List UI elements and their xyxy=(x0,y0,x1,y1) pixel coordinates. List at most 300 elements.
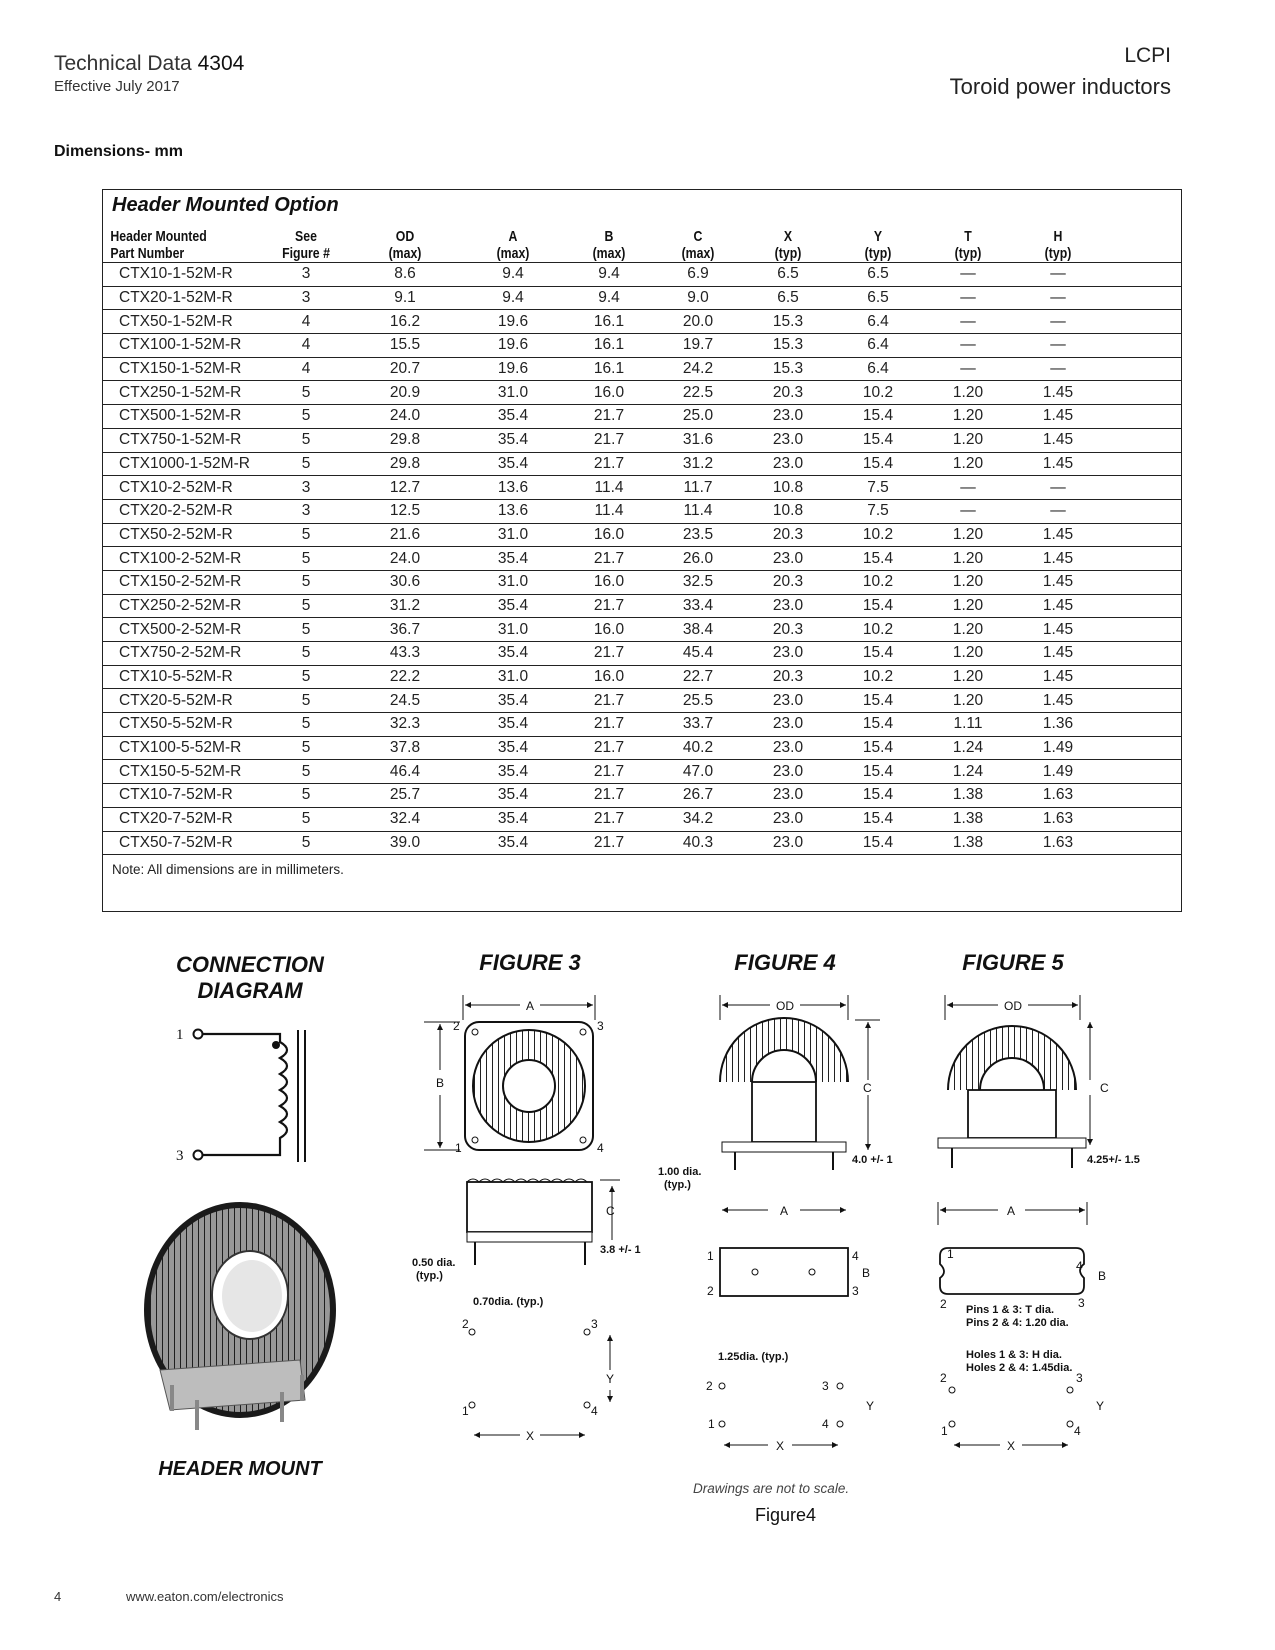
table-cell: 5 xyxy=(263,428,349,452)
table-cell: 1.45 xyxy=(1013,618,1103,642)
table-cell: 15.3 xyxy=(743,310,833,334)
fig4-dim-c: C xyxy=(863,1081,872,1095)
part-number-cell: CTX500-1-52M-R xyxy=(103,405,263,429)
table-cell: 1.20 xyxy=(923,523,1013,547)
table-cell: 1.24 xyxy=(923,760,1013,784)
part-number-cell: CTX20-2-52M-R xyxy=(103,499,263,523)
table-cell: 19.6 xyxy=(461,357,565,381)
table-row xyxy=(103,452,1181,476)
column-header-line2: (max) xyxy=(592,245,626,262)
table-cell: 9.4 xyxy=(461,263,565,287)
table-cell: 40.2 xyxy=(653,736,743,760)
fig3-hole: 0.70dia. (typ.) xyxy=(473,1296,544,1308)
table-cell: 23.0 xyxy=(743,547,833,571)
spacer-cell xyxy=(1103,570,1181,594)
table-cell: 1.45 xyxy=(1013,594,1103,618)
fig3-hole-pin4: 4 xyxy=(591,1404,598,1418)
table-cell: 10.8 xyxy=(743,476,833,500)
fig3-pin2: 2 xyxy=(453,1019,460,1033)
table-cell: 11.4 xyxy=(565,476,653,500)
part-number-cell: CTX250-2-52M-R xyxy=(103,594,263,618)
column-header-line1: OD xyxy=(395,228,415,245)
table-cell: 21.6 xyxy=(349,523,461,547)
table-cell: 1.20 xyxy=(923,452,1013,476)
column-header xyxy=(103,224,234,263)
table-cell: 5 xyxy=(263,523,349,547)
table-cell: 1.45 xyxy=(1013,570,1103,594)
footer-url[interactable]: www.eaton.com/electronics xyxy=(126,1589,284,1604)
table-cell: 1.36 xyxy=(1013,713,1103,737)
table-cell: 16.1 xyxy=(565,334,653,358)
table-cell: 11.7 xyxy=(653,476,743,500)
table-cell: 21.7 xyxy=(565,405,653,429)
table-cell: 43.3 xyxy=(349,642,461,666)
table-cell: 11.4 xyxy=(565,499,653,523)
header-mount-label: HEADER MOUNT xyxy=(158,1458,322,1480)
table-row xyxy=(103,523,1181,547)
table-cell: 35.4 xyxy=(461,807,565,831)
table-cell: 23.0 xyxy=(743,713,833,737)
table-cell: 37.8 xyxy=(349,736,461,760)
table-cell: 15.4 xyxy=(833,831,923,855)
table-cell: 16.0 xyxy=(565,523,653,547)
table-cell: 47.0 xyxy=(653,760,743,784)
part-number-cell: CTX750-1-52M-R xyxy=(103,428,263,452)
table-cell: 33.4 xyxy=(653,594,743,618)
table-cell: 33.7 xyxy=(653,713,743,737)
scale-note: Drawings are not to scale. xyxy=(693,1481,850,1496)
table-cell: 21.7 xyxy=(565,547,653,571)
table-cell: 24.0 xyxy=(349,547,461,571)
table-cell: 1.63 xyxy=(1013,784,1103,808)
table-cell: 36.7 xyxy=(349,618,461,642)
table-cell: 1.20 xyxy=(923,618,1013,642)
effective-date: Effective July 2017 xyxy=(54,78,180,95)
table-row xyxy=(103,263,1181,287)
table-cell: 24.5 xyxy=(349,689,461,713)
part-number-cell: CTX250-1-52M-R xyxy=(103,381,263,405)
table-cell: 5 xyxy=(263,405,349,429)
part-number-cell: CTX10-7-52M-R xyxy=(103,784,263,808)
table-cell: 13.6 xyxy=(461,476,565,500)
fig4-lead-1: 1.00 dia. xyxy=(658,1166,702,1178)
part-number-cell: CTX150-2-52M-R xyxy=(103,570,263,594)
table-cell: 21.7 xyxy=(565,784,653,808)
table-cell: — xyxy=(923,310,1013,334)
table-cell: 16.0 xyxy=(565,570,653,594)
table-row xyxy=(103,594,1181,618)
table-cell: 1.20 xyxy=(923,594,1013,618)
part-number-cell: CTX50-1-52M-R xyxy=(103,310,263,334)
spacer-cell xyxy=(1103,807,1181,831)
table-cell: 20.9 xyxy=(349,381,461,405)
fig5-pins-b: Pins 2 & 4: 1.20 dia. xyxy=(966,1317,1069,1329)
spacer-cell xyxy=(1103,689,1181,713)
table-cell: 35.4 xyxy=(461,713,565,737)
fig4-dim-y: Y xyxy=(866,1399,875,1413)
table-cell: 20.3 xyxy=(743,665,833,689)
table-cell: 20.0 xyxy=(653,310,743,334)
table-cell: 21.7 xyxy=(565,831,653,855)
table-cell: 6.5 xyxy=(743,263,833,287)
table-cell: 9.0 xyxy=(653,286,743,310)
table-cell: 35.4 xyxy=(461,642,565,666)
table-cell: 26.0 xyxy=(653,547,743,571)
table-cell: 25.0 xyxy=(653,405,743,429)
table-cell: — xyxy=(1013,476,1103,500)
table-cell: 10.2 xyxy=(833,523,923,547)
table-cell: 1.49 xyxy=(1013,736,1103,760)
table-cell: — xyxy=(1013,334,1103,358)
fig5-hole-pin1: 1 xyxy=(941,1424,948,1438)
spacer-cell xyxy=(1103,381,1181,405)
table-row xyxy=(103,713,1181,737)
fig4-pin3: 3 xyxy=(852,1284,859,1298)
table-cell: 9.4 xyxy=(565,286,653,310)
table-cell: 1.45 xyxy=(1013,547,1103,571)
table-cell: 31.2 xyxy=(349,594,461,618)
table-cell: 5 xyxy=(263,665,349,689)
figure3-title: FIGURE 3 xyxy=(479,950,581,975)
table-cell: 16.2 xyxy=(349,310,461,334)
fig4-hole-pin1: 1 xyxy=(708,1417,715,1431)
table-cell: 10.2 xyxy=(833,570,923,594)
column-header-line2: (max) xyxy=(388,245,422,262)
table-cell: 15.4 xyxy=(833,713,923,737)
fig3-dim-b: B xyxy=(436,1076,445,1090)
spacer-cell xyxy=(1103,334,1181,358)
table-cell: 20.3 xyxy=(743,570,833,594)
table-row xyxy=(103,334,1181,358)
table-cell: 32.5 xyxy=(653,570,743,594)
table-row xyxy=(103,618,1181,642)
column-header xyxy=(751,224,825,263)
table-cell: 5 xyxy=(263,547,349,571)
table-row xyxy=(103,357,1181,381)
table-cell: 1.38 xyxy=(923,784,1013,808)
table-cell: 35.4 xyxy=(461,594,565,618)
fig4-pin4: 4 xyxy=(852,1249,859,1263)
table-row xyxy=(103,286,1181,310)
table-cell: 16.1 xyxy=(565,357,653,381)
fig5-dim-c: C xyxy=(1100,1081,1109,1095)
table-cell: 19.6 xyxy=(461,310,565,334)
column-header-line1: X xyxy=(783,228,793,245)
column-header xyxy=(470,224,555,263)
table-cell: 1.63 xyxy=(1013,807,1103,831)
page-number: 4 xyxy=(54,1589,62,1604)
table-cell: 5 xyxy=(263,807,349,831)
table-cell: 15.4 xyxy=(833,547,923,571)
fig5-standoff: 4.25+/- 1.5 xyxy=(1087,1154,1140,1166)
table-cell: 15.4 xyxy=(833,405,923,429)
table-cell: 1.20 xyxy=(923,428,1013,452)
table-cell: 23.0 xyxy=(743,784,833,808)
header-mount-photo xyxy=(144,1202,336,1480)
part-number-cell: CTX20-5-52M-R xyxy=(103,689,263,713)
table-cell: 21.7 xyxy=(565,736,653,760)
column-header-line2: (typ) xyxy=(864,245,892,262)
fig5-pin4: 4 xyxy=(1076,1259,1083,1273)
table-row xyxy=(103,784,1181,808)
fig4-hole: 1.25dia. (typ.) xyxy=(718,1351,789,1363)
table-cell: 3 xyxy=(263,476,349,500)
table-cell: 31.0 xyxy=(461,523,565,547)
table-cell: 1.45 xyxy=(1013,428,1103,452)
table-cell: 8.6 xyxy=(349,263,461,287)
part-number-cell: CTX150-1-52M-R xyxy=(103,357,263,381)
spacer-cell xyxy=(1103,831,1181,855)
table-cell: 19.7 xyxy=(653,334,743,358)
table-cell: 15.4 xyxy=(833,784,923,808)
table-cell: 1.20 xyxy=(923,642,1013,666)
table-body xyxy=(103,263,1181,855)
column-header xyxy=(359,224,451,263)
section-title: Dimensions- mm xyxy=(54,143,183,160)
table-cell: — xyxy=(923,476,1013,500)
table-cell: 12.5 xyxy=(349,499,461,523)
table-cell: 15.4 xyxy=(833,452,923,476)
spacer-cell xyxy=(1103,263,1181,287)
figure-4 xyxy=(658,950,893,1453)
table-cell: 32.4 xyxy=(349,807,461,831)
table-row xyxy=(103,499,1181,523)
table-cell: 13.6 xyxy=(461,499,565,523)
table-cell: 29.8 xyxy=(349,428,461,452)
column-header-line1: H xyxy=(1053,228,1063,245)
fig5-pin2: 2 xyxy=(940,1297,947,1311)
table-cell: 15.4 xyxy=(833,807,923,831)
table-cell: 1.45 xyxy=(1013,405,1103,429)
column-spacer xyxy=(1110,224,1174,263)
table-cell: 39.0 xyxy=(349,831,461,855)
column-header-line2: Part Number xyxy=(110,245,185,262)
spacer-cell xyxy=(1103,357,1181,381)
table-cell: 35.4 xyxy=(461,452,565,476)
table-cell: — xyxy=(1013,263,1103,287)
table-cell: 5 xyxy=(263,452,349,476)
product-code: LCPI xyxy=(1124,44,1171,67)
fig5-pin3: 3 xyxy=(1078,1296,1085,1310)
table-cell: 21.7 xyxy=(565,807,653,831)
table-cell: 21.7 xyxy=(565,760,653,784)
fig4-pin2: 2 xyxy=(707,1284,714,1298)
spacer-cell xyxy=(1103,594,1181,618)
table-cell: 20.3 xyxy=(743,523,833,547)
table-cell: 1.24 xyxy=(923,736,1013,760)
table-cell: 10.2 xyxy=(833,618,923,642)
table-cell: — xyxy=(923,286,1013,310)
table-cell: 5 xyxy=(263,594,349,618)
fig4-pin1: 1 xyxy=(707,1249,714,1263)
table-row xyxy=(103,428,1181,452)
doc-label: Technical Data xyxy=(54,52,192,75)
column-header-line1: C xyxy=(693,228,703,245)
fig3-standoff: 3.8 +/- 1 xyxy=(600,1244,641,1256)
table-cell: 5 xyxy=(263,784,349,808)
table-cell: 1.20 xyxy=(923,570,1013,594)
table-cell: 1.20 xyxy=(923,547,1013,571)
table-cell: 15.3 xyxy=(743,334,833,358)
table-cell: 5 xyxy=(263,831,349,855)
table-row xyxy=(103,665,1181,689)
table-cell: 23.0 xyxy=(743,428,833,452)
spacer-cell xyxy=(1103,405,1181,429)
fig4-dim-a: A xyxy=(779,1204,789,1218)
table-cell: 6.5 xyxy=(743,286,833,310)
table-cell: 45.4 xyxy=(653,642,743,666)
part-number-cell: CTX50-2-52M-R xyxy=(103,523,263,547)
table-cell: 15.4 xyxy=(833,642,923,666)
table-cell: 22.7 xyxy=(653,665,743,689)
table-cell: — xyxy=(1013,357,1103,381)
table-cell: 34.2 xyxy=(653,807,743,831)
table-cell: 4 xyxy=(263,334,349,358)
table-cell: 46.4 xyxy=(349,760,461,784)
table-cell: 20.3 xyxy=(743,618,833,642)
table-row xyxy=(103,760,1181,784)
table-row xyxy=(103,476,1181,500)
table-cell: 5 xyxy=(263,570,349,594)
table-cell: 5 xyxy=(263,713,349,737)
fig3-pin3: 3 xyxy=(597,1019,604,1033)
column-header-line2: (typ) xyxy=(954,245,982,262)
column-header xyxy=(841,224,915,263)
spacer-cell xyxy=(1103,784,1181,808)
table-cell: 31.0 xyxy=(461,570,565,594)
part-number-cell: CTX1000-1-52M-R xyxy=(103,452,263,476)
table-cell: 21.7 xyxy=(565,428,653,452)
table-cell: 35.4 xyxy=(461,405,565,429)
table-cell: 15.3 xyxy=(743,357,833,381)
column-header-line1: B xyxy=(604,228,614,245)
table-cell: — xyxy=(923,499,1013,523)
table-note: Note: All dimensions are in millimeters. xyxy=(112,862,344,877)
table-cell: 9.4 xyxy=(461,286,565,310)
spacer-cell xyxy=(1103,452,1181,476)
part-number-cell: CTX10-5-52M-R xyxy=(103,665,263,689)
connection-diagram xyxy=(176,952,325,1164)
table-cell: 4 xyxy=(263,357,349,381)
column-header-line1: Header Mounted xyxy=(110,228,207,245)
table-cell: 40.3 xyxy=(653,831,743,855)
table-cell: 23.0 xyxy=(743,689,833,713)
table-cell: 29.8 xyxy=(349,452,461,476)
table-row xyxy=(103,807,1181,831)
fig4-dim-b: B xyxy=(862,1266,871,1280)
table-cell: 21.7 xyxy=(565,689,653,713)
product-name: Toroid power inductors xyxy=(949,74,1171,99)
table-cell: 15.5 xyxy=(349,334,461,358)
table-cell: 1.45 xyxy=(1013,689,1103,713)
table-cell: 10.2 xyxy=(833,665,923,689)
table-cell: 10.2 xyxy=(833,381,923,405)
table-cell: — xyxy=(923,357,1013,381)
fig5-hole-pin4: 4 xyxy=(1074,1424,1081,1438)
spacer-cell xyxy=(1103,760,1181,784)
table-cell: 5 xyxy=(263,689,349,713)
table-cell: 5 xyxy=(263,760,349,784)
table-row xyxy=(103,381,1181,405)
table-cell: 23.0 xyxy=(743,642,833,666)
table-row xyxy=(103,405,1181,429)
pin1-label: 1 xyxy=(176,1027,184,1043)
part-number-cell: CTX100-5-52M-R xyxy=(103,736,263,760)
column-header-line1: Y xyxy=(873,228,883,245)
table-cell: 4 xyxy=(263,310,349,334)
table-cell: 15.4 xyxy=(833,594,923,618)
table-cell: 1.63 xyxy=(1013,831,1103,855)
table-cell: 15.4 xyxy=(833,428,923,452)
table-cell: 6.4 xyxy=(833,357,923,381)
table-cell: — xyxy=(1013,310,1103,334)
table-cell: 23.0 xyxy=(743,594,833,618)
table-header-row xyxy=(103,224,1181,263)
table-cell: 9.1 xyxy=(349,286,461,310)
table-row xyxy=(103,689,1181,713)
table-cell: — xyxy=(1013,499,1103,523)
table-cell: 6.4 xyxy=(833,310,923,334)
table-cell: 1.45 xyxy=(1013,665,1103,689)
table-cell: 12.7 xyxy=(349,476,461,500)
spacer-cell xyxy=(1103,476,1181,500)
fig4-standoff: 4.0 +/- 1 xyxy=(852,1154,893,1166)
table-cell: 20.7 xyxy=(349,357,461,381)
table-cell: 3 xyxy=(263,263,349,287)
table-row xyxy=(103,642,1181,666)
table-cell: 5 xyxy=(263,618,349,642)
column-header xyxy=(271,224,342,263)
part-number-cell: CTX100-1-52M-R xyxy=(103,334,263,358)
table-cell: 16.0 xyxy=(565,381,653,405)
figure-3 xyxy=(412,950,641,1443)
table-cell: 3 xyxy=(263,286,349,310)
part-number-cell: CTX10-1-52M-R xyxy=(103,263,263,287)
table-cell: 31.6 xyxy=(653,428,743,452)
table-cell: 21.7 xyxy=(565,452,653,476)
fig5-hole-pin3: 3 xyxy=(1076,1371,1083,1385)
table-cell: 15.4 xyxy=(833,689,923,713)
column-header-line1: A xyxy=(508,228,518,245)
fig3-pin4: 4 xyxy=(597,1141,604,1155)
fig3-dim-a: A xyxy=(525,999,535,1013)
table-cell: 11.4 xyxy=(653,499,743,523)
table-cell: 9.4 xyxy=(565,263,653,287)
table-row xyxy=(103,736,1181,760)
table-row xyxy=(103,547,1181,571)
table-cell: 5 xyxy=(263,381,349,405)
table-cell: 7.5 xyxy=(833,499,923,523)
fig5-dim-b: B xyxy=(1098,1269,1107,1283)
dimensions-table-box xyxy=(102,189,1182,912)
fig4-dim-od: OD xyxy=(776,999,794,1013)
column-header-line1: T xyxy=(964,228,972,245)
figure5-title: FIGURE 5 xyxy=(962,950,1064,975)
table-cell: — xyxy=(923,263,1013,287)
column-header-line2: (typ) xyxy=(774,245,802,262)
spacer-cell xyxy=(1103,428,1181,452)
fig3-hole-pin2: 2 xyxy=(462,1317,469,1331)
fig4-dim-x: X xyxy=(775,1439,785,1453)
fig4-hole-pin3: 3 xyxy=(822,1379,829,1393)
table-cell: 21.7 xyxy=(565,713,653,737)
column-header xyxy=(573,224,645,263)
fig4-hole-pin2: 2 xyxy=(706,1379,713,1393)
table-row xyxy=(103,310,1181,334)
table-cell: 30.6 xyxy=(349,570,461,594)
table-cell: 5 xyxy=(263,642,349,666)
table-cell: 22.5 xyxy=(653,381,743,405)
